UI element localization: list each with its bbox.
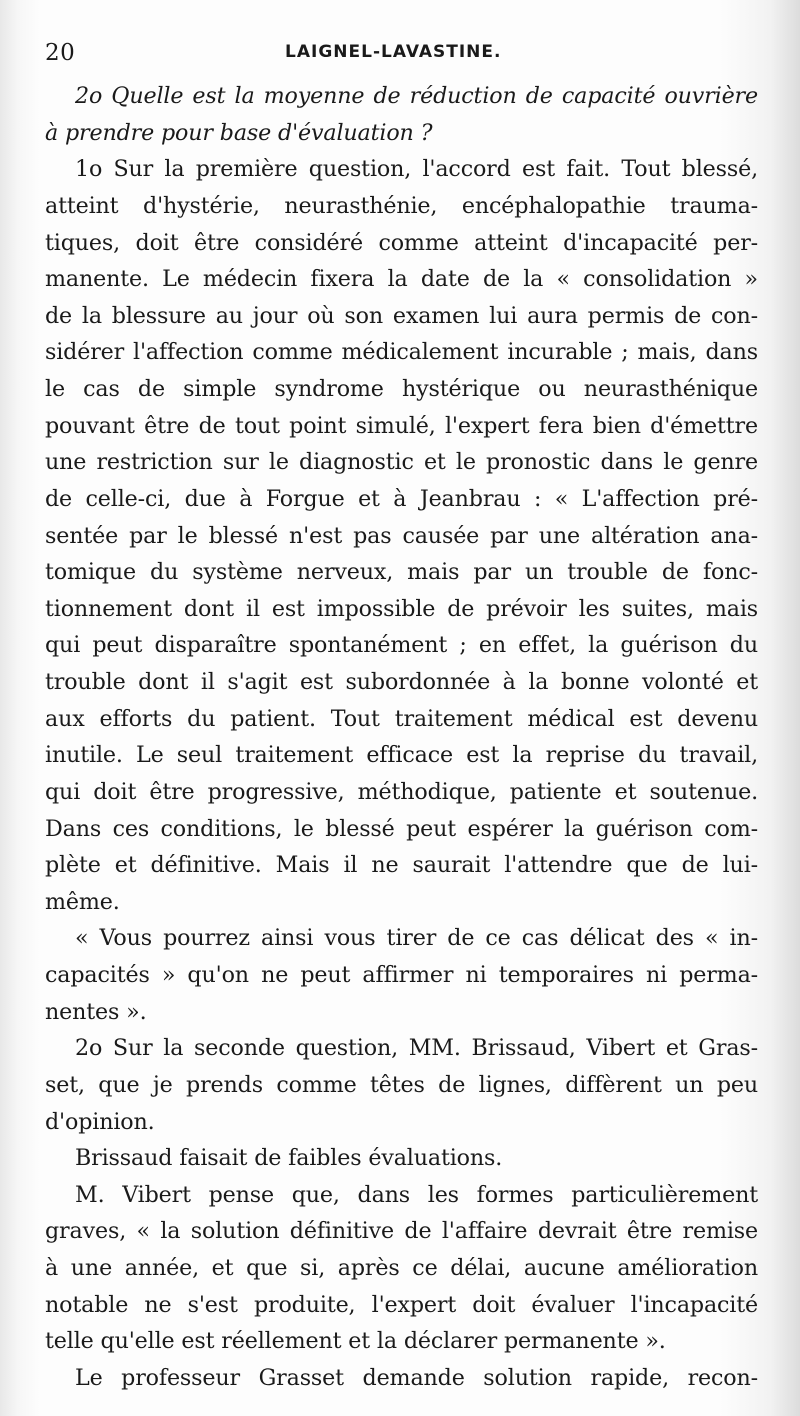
running-title: LAIGNEL-LAVASTINE. xyxy=(285,42,502,62)
text-line: capacités » qu'on ne peut affirmer ni temporaires ni perma- xyxy=(45,962,758,988)
text-line: Le professeur Grasset demande solution rapide, recon- xyxy=(75,1364,758,1391)
text-line: plète et définitive. Mais il ne saurait l'attendre que de lui- xyxy=(45,852,758,879)
text-line: 2o Quelle est la moyenne de réduction de capacité ouvrière xyxy=(75,83,758,109)
text-line: 2o Sur la seconde question, MM. Brissaud, Vibert et Gras- xyxy=(75,1035,758,1062)
text-line: Brissaud faisait de faibles évaluations. xyxy=(75,1145,503,1172)
text-line: qui doit être progressive, méthodique, patiente et soutenue. xyxy=(45,778,758,805)
text-line: le cas de simple syndrome hystérique ou neurasthénique xyxy=(45,376,758,402)
text-line: à une année, et que si, après ce délai, aucune amélioration xyxy=(45,1255,758,1281)
text-line: de la blessure au jour où son examen lui aura permis de con- xyxy=(45,302,758,329)
text-line: nentes ». xyxy=(45,998,147,1025)
page-number: 20 xyxy=(45,40,76,66)
text-line: de celle-ci, due à Forgue et à Jeanbrau : « L'affection pré- xyxy=(45,485,758,512)
text-line: tionnement dont il est impossible de prévoir les suites, mais xyxy=(45,595,758,622)
text-line: notable ne s'est produite, l'expert doit évaluer l'incapacité xyxy=(45,1291,758,1318)
text-line: d'opinion. xyxy=(45,1108,155,1135)
text-line: manente. Le médecin fixera la date de la « consolidation » xyxy=(45,266,758,293)
text-line: « Vous pourrez ainsi vous tirer de ce cas délicat des « in- xyxy=(75,925,758,952)
text-line: inutile. Le seul traitement efficace est la reprise du travail, xyxy=(45,742,758,769)
text-line: qui peut disparaître spontanément ; en effet, la guérison du xyxy=(45,632,758,659)
text-line: tiques, doit être considéré comme atteint d'incapacité per- xyxy=(45,229,758,256)
text-line: une restriction sur le diagnostic et le pronostic dans le genre xyxy=(45,449,758,476)
text-line: aux efforts du patient. Tout traitement médical est devenu xyxy=(45,705,758,732)
text-line: set, que je prends comme têtes de lignes, diffèrent un peu xyxy=(45,1071,758,1098)
text-line: à prendre pour base d'évaluation ? xyxy=(45,119,433,146)
text-line: trouble dont il s'agit est subordonnée à la bonne volonté et xyxy=(45,669,758,695)
text-line: pouvant être de tout point simulé, l'expert fera bien d'émettre xyxy=(45,412,758,439)
text-line: sentée par le blessé n'est pas causée par une altération ana- xyxy=(45,522,758,549)
running-head xyxy=(45,40,755,76)
text-line: atteint d'hystérie, neurasthénie, encéphalopathie trauma- xyxy=(45,192,758,219)
text-line: même. xyxy=(45,888,120,915)
text-line: graves, « la solution définitive de l'affaire devrait être remise xyxy=(45,1218,758,1245)
body-text xyxy=(45,78,758,1397)
text-line: 1o Sur la première question, l'accord est fait. Tout blessé, xyxy=(75,156,758,183)
text-line: sidérer l'affection comme médicalement incurable ; mais, dans xyxy=(45,339,758,366)
text-line: tomique du système nerveux, mais par un trouble de fonc- xyxy=(45,559,758,586)
text-line: telle qu'elle est réellement et la déclarer permanente ». xyxy=(45,1328,666,1355)
text-line: M. Vibert pense que, dans les formes particulièrement xyxy=(75,1181,758,1208)
text-line: Dans ces conditions, le blessé peut espérer la guérison com- xyxy=(45,815,758,842)
